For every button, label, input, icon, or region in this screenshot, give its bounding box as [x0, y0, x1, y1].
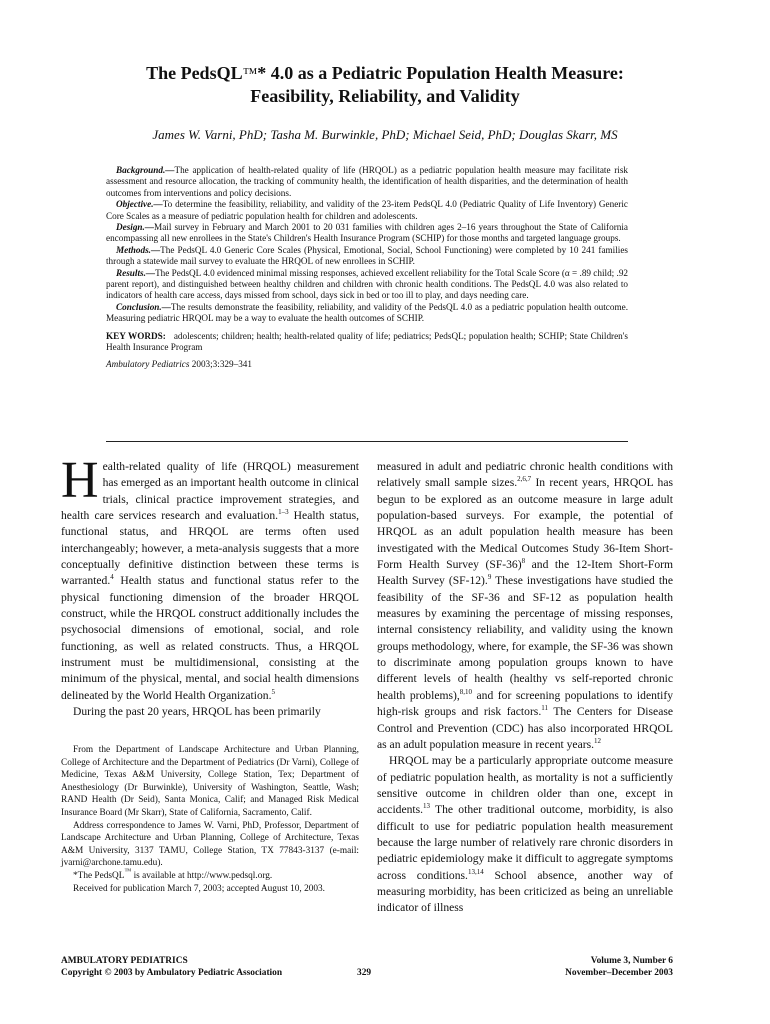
- body-text: and the 12-Item Short-Form Health Survey (SF-12).: [377, 558, 673, 588]
- citation-reference: 2003;3:329–341: [191, 358, 252, 369]
- body-text: and for screening populations to identify high-risk groups and risk factors.: [377, 688, 673, 719]
- reference-superscript: 13,14: [467, 867, 484, 876]
- reference-superscript: 11: [541, 704, 548, 713]
- trademark-symbol: ™: [124, 866, 132, 875]
- methods-text: The PedsQL 4.0 Generic Core Scales (Physical, Emotional, Social, School Functioning) were completed by 10 241 families through a statewide mail survey to evaluate the HRQOL of new enrollees in SCHIP.: [106, 244, 628, 267]
- drop-cap: H: [61, 452, 99, 509]
- background-label: Background.—: [116, 165, 175, 175]
- citation-journal: Ambulatory Pediatrics: [106, 358, 190, 369]
- citation: [106, 359, 628, 370]
- body-text: School absence, another way of measuring morbidity, has been criticized as being an unreliable indicator of illness: [377, 868, 673, 915]
- footer-volume: Volume 3, Number 6: [590, 956, 673, 966]
- availability-text: *The PedsQL: [73, 870, 125, 881]
- conclusion-label: Conclusion.—: [116, 301, 171, 312]
- keywords-label: KEY WORDS:: [106, 330, 166, 341]
- body-text: measured in adult and pediatric chronic health conditions with relatively small sample sizes.: [377, 460, 673, 490]
- keywords-text: adolescents; children; health; health-related quality of life; pediatrics; PedsQL; population health; SCHIP; State Children's Health Insurance Program: [106, 330, 628, 353]
- abstract-background: [106, 165, 628, 199]
- results-label: Results.—: [116, 267, 156, 278]
- title-line-2: Feasibility, Reliability, and Validity: [250, 86, 520, 106]
- title-part-2: * 4.0 as a Pediatric Population Health Measure:: [257, 63, 624, 83]
- reference-superscript: 13: [423, 802, 431, 811]
- abstract: [106, 165, 628, 370]
- body-text: Health status and functional status refer to the physical functioning dimension of the broader HRQOL construct, while the HRQOL construct additionally includes the psychosocial dimensions of emotional, social, and role functioning, as well as related constructs. Thus, a HRQOL instrument must be multidimensional, consisting at the minimum of the physical, mental, and social health dimensions delineated by the World Health Organization.: [61, 574, 359, 702]
- objective-label: Objective.—: [116, 199, 163, 210]
- author-list: James W. Varni, PhD; Tasha M. Burwinkle, PhD; Michael Seid, PhD; Douglas Skarr, MS: [152, 127, 618, 142]
- body-text: The other traditional outcome, morbidity, is also difficult to use for pediatric population health measurement because the large number of relatively rare chronic disorders in pediatric epidemiology make it difficult to aggregate symptoms across conditions.: [377, 803, 673, 882]
- availability-text: is available at http://www.pedsql.org.: [131, 870, 273, 881]
- design-label: Design.—: [116, 222, 155, 233]
- reference-superscript: 5: [271, 687, 275, 696]
- correspondence-text: Address correspondence to James W. Varni, PhD, Professor, Department of Landscape Architecture and Urban Planning, College of Architecture, Texas A&M University, 3137 TAMU, College Station, TX 77843-3137 (e-mail: jvarni@archone.tamu.edu).: [61, 820, 359, 869]
- body-text: HRQOL may be a particularly appropriate outcome measure of pediatric population health, as mortality is not a sufficiently sensitive outcome in children older than one, except in accidents.: [377, 754, 673, 817]
- abstract-conclusion: [106, 302, 628, 325]
- availability-note: [61, 866, 359, 883]
- reference-superscript: 8: [521, 557, 526, 566]
- trademark-symbol: ™: [242, 66, 258, 82]
- body-text: The Centers for Disease Control and Prevention (CDC) has also incorporated HRQOL as an adult population measure in recent years.: [377, 705, 673, 751]
- objective-text: To determine the feasibility, reliability, and validity of the 23-item PedsQL 4.0 (Pediatric Quality of Life Inventory) Generic Core Scales as a measure of pediatric population health for children and adolescents.: [106, 199, 628, 221]
- body-text: Health status, functional status, and HRQOL are terms often used interchangeably; however, a meta-analysis suggests that a more conceptually definitive distinction between these terms is warranted.: [61, 509, 359, 588]
- received-dates: Received for publication March 7, 2003; accepted August 10, 2003.: [73, 883, 325, 894]
- reference-superscript: 8,10: [459, 687, 473, 696]
- body-column-left: [61, 452, 359, 721]
- body-column-right: [377, 459, 673, 917]
- abstract-methods: [106, 245, 628, 268]
- reference-superscript: 12: [593, 736, 601, 745]
- footer-journal: AMBULATORY PEDIATRICS: [61, 956, 188, 966]
- intro-paragraph-4: [377, 753, 673, 916]
- body-text: These investigations have studied the feasibility of the SF-36 and SF-12 as population health measures by examining the percentage of missing responses, internal consistency reliability, and validity using the known groups methodology, where, for example, the SF-36 was shown to discriminate among population groups known to have different levels of health (healthy vs self-reported chronic health problems),: [377, 574, 673, 702]
- reference-superscript: 9: [487, 573, 492, 582]
- abstract-objective: [106, 199, 628, 222]
- body-text: In recent years, HRQOL has begun to be explored as an outcome measure in large adult population-based surveys. For example, the potential of HRQOL as an adult population health measure has been investigated with the Medical Outcomes Study 36-Item Short-Form Health Survey (SF-36): [377, 476, 673, 572]
- intro-paragraph-3: [377, 459, 673, 753]
- footer-issue-date: November–December 2003: [565, 968, 673, 978]
- article-title: [60, 62, 710, 107]
- reference-superscript: 2,6,7: [517, 475, 532, 484]
- keywords: [106, 331, 628, 354]
- intro-paragraph-2: [61, 704, 359, 720]
- page-number: 329: [357, 968, 372, 978]
- abstract-results: [106, 268, 628, 302]
- results-text: The PedsQL 4.0 evidenced minimal missing responses, achieved excellent reliability for the Total Scale Score (α = .89 child; .92 parent report), and distinguished between healthy children and children with chronic health conditions. The PedsQL 4.0 was also related to indicators of health care access, days missed from school, days sick in bed or too ill to play, and days needing care.: [106, 267, 629, 301]
- intro-paragraph-1: [61, 452, 359, 704]
- conclusion-text: The results demonstrate the feasibility, reliability, and validity of the PedsQL 4.0 as a pediatric population health outcome. Measuring pediatric HRQOL may be a way to evaluate the health outcomes of SCHIP.: [106, 301, 628, 324]
- footer-copyright: Copyright © 2003 by Ambulatory Pediatric Association: [61, 968, 283, 978]
- body-text: During the past 20 years, HRQOL has been primarily: [73, 705, 321, 719]
- reference-superscript: 4: [110, 573, 114, 582]
- affiliation-text: From the Department of Landscape Architecture and Urban Planning, College of Architecture and the Department of Pediatrics (Dr Varni), College of Medicine, Texas A&M University, College Station, Tex; Department of Anesthesiology (Dr Burwinkle), University of Washington, Seattle, Wash; RAND Health (Dr Seid), Santa Monica, Calif; and Managed Risk Medical Insurance Board (Mr Skarr), State of California, Sacramento, Calif.: [61, 745, 359, 818]
- footer-left: [61, 955, 282, 979]
- methods-label: Methods.—: [116, 244, 161, 255]
- abstract-design: [106, 222, 628, 245]
- design-text: Mail survey in February and March 2001 to 20 031 families with children ages 2–16 years throughout the State of California encompassing all new enrollees in the State's Children's Health Insurance Program (SCHIP) for those months and targeted language groups.: [106, 222, 628, 244]
- reference-superscript: 1–3: [278, 508, 289, 517]
- footer-right: [565, 955, 673, 979]
- affiliation-footnote: [61, 744, 359, 895]
- section-divider: [106, 441, 628, 442]
- title-part-1: The PedsQL: [146, 63, 243, 83]
- background-text: The application of health-related quality of life (HRQOL) as a pediatric population health measure may facilitate risk assessment and resource allocation, the tracking of community health, the identification of health disparities, and the determination of health outcomes from interventions and policy decisions.: [106, 165, 628, 198]
- body-text: ealth-related quality of life (HRQOL) measurement has emerged as an important health outcome in clinical trials, clinical practice improvement strategies, and health care services research and evaluation.: [61, 460, 359, 523]
